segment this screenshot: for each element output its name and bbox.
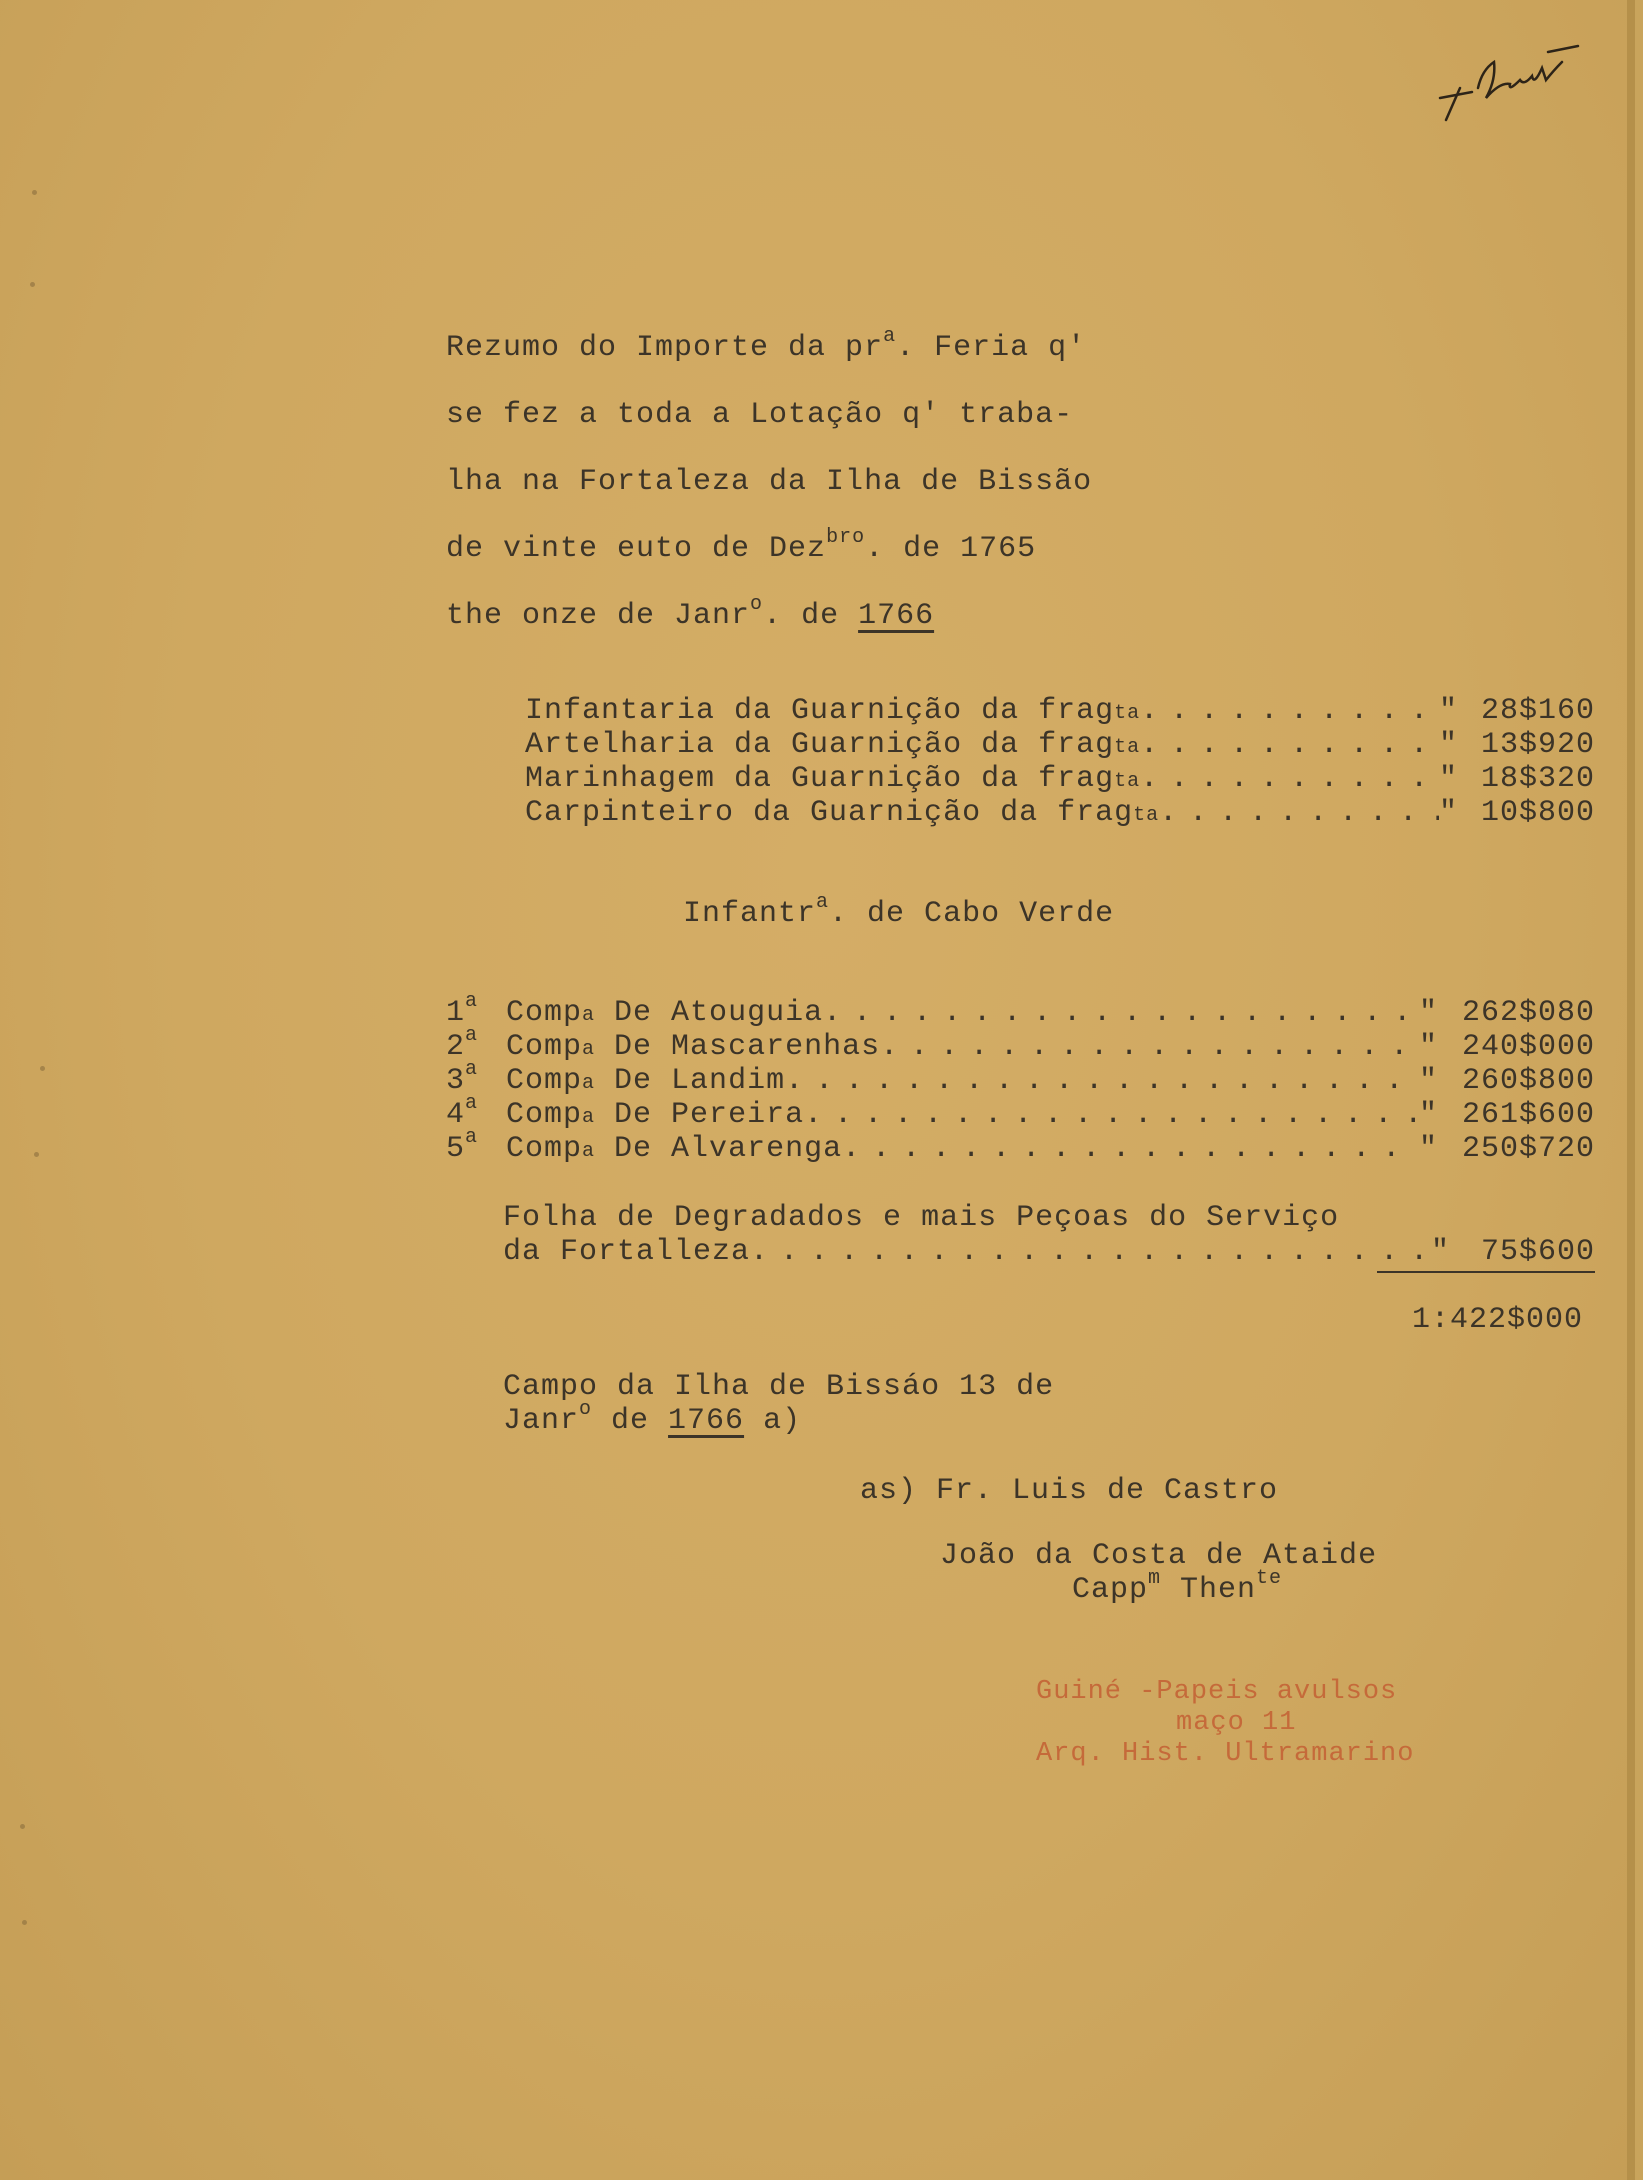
amount: 250$720 (1461, 1132, 1595, 1166)
list-item: 2$^a$ Comp a De Mascarenhas . . . " 240$000 (446, 1030, 1595, 1064)
list-item: 4$^a$ Comp a De Pereira . . . " 261$600 (446, 1098, 1595, 1132)
archive-stamp (1036, 1677, 1414, 1770)
amount: 240$000 (1461, 1030, 1595, 1064)
date-line: Janr$^o$ de 1766 a) (503, 1398, 802, 1438)
heading-line-5: the onze de Janr$^o$. de 1766 (446, 593, 935, 633)
grand-total: 1:422$000 (1411, 1303, 1583, 1337)
amount: 13$920 (1480, 728, 1595, 762)
leader-dots (1140, 694, 1439, 728)
stamp-line-3: Arq. Hist. Ultramarino (1036, 1739, 1415, 1769)
list-item: 3$^a$ Comp a De Landim . . . " 260$800 (446, 1064, 1595, 1098)
companies-list (446, 990, 1595, 1166)
list-item: 1$^a$ Comp a De Atouguia . . . " 262$080 (446, 996, 1595, 1030)
folha-entry (503, 1201, 1595, 1269)
leader-dots (1140, 762, 1439, 796)
heading-line-2: se fez a toda a Lotação q' traba- (446, 398, 1074, 432)
signer-2-title: Capp$^m$ Then$^{te}$ (1072, 1567, 1283, 1607)
folha-line-1: Folha de Degradados e mais Peçoas do Serviço (503, 1201, 1340, 1235)
handwritten-signature (1438, 40, 1588, 135)
list-item: Infantaria da Guarnição da frag ta . . . " 28$160 (525, 694, 1595, 728)
page-edge (1627, 0, 1635, 2180)
heading-line-1: Rezumo do Importe da $pr^a$. Feria q' (446, 325, 1087, 365)
leader-dots (785, 1064, 1419, 1098)
punch-hole (40, 1066, 45, 1071)
amount: 260$800 (1461, 1064, 1595, 1098)
amount: 75$600 (1480, 1235, 1595, 1269)
leader-dots (823, 996, 1419, 1030)
folha-line-2: da Fortalleza . . . " 75$600 (503, 1235, 1595, 1269)
leader-dots (1140, 728, 1439, 762)
stamp-line-2: maço 11 (1176, 1708, 1297, 1738)
frigate-garrison-list (525, 694, 1595, 830)
punch-hole (20, 1824, 25, 1829)
amount: 262$080 (1461, 996, 1595, 1030)
leader-dots (1159, 796, 1439, 830)
place-line: Campo da Ilha de Bissáo 13 de (503, 1370, 1055, 1404)
list-item: Carpinteiro da Guarnição da frag ta . . . " 10$800 (525, 796, 1595, 830)
leader-dots (750, 1235, 1431, 1269)
punch-hole (34, 1152, 39, 1157)
place-date-block (503, 1370, 1054, 1438)
amount: 261$600 (1461, 1098, 1595, 1132)
heading-line-3: lha na Fortaleza da Ilha de Bissão (446, 465, 1093, 499)
leader-dots (880, 1030, 1419, 1064)
punch-hole (22, 1920, 27, 1925)
list-item: Marinhagem da Guarnição da frag ta . . . " 18$320 (525, 762, 1595, 796)
amount: 10$800 (1480, 796, 1595, 830)
sum-rule (1377, 1271, 1595, 1273)
stamp-line-1: Guiné -Papeis avulsos (1036, 1677, 1398, 1707)
section-heading: Infantr$^a$. de Cabo Verde (683, 891, 1115, 931)
punch-hole (30, 282, 35, 287)
amount: 28$160 (1480, 694, 1595, 728)
heading-block (446, 315, 1092, 650)
list-item: 5$^a$ Comp a De Alvarenga . . . " 250$720 (446, 1132, 1595, 1166)
list-item: Artelharia da Guarnição da frag ta . . . " 13$920 (525, 728, 1595, 762)
leader-dots (842, 1132, 1419, 1166)
heading-line-4: de vinte euto de Dez$^{bro}$. de 1765 (446, 526, 1037, 566)
punch-hole (32, 190, 37, 195)
leader-dots (804, 1098, 1419, 1132)
signer-2: João da Costa de Ataide (940, 1539, 1378, 1573)
signer-1: as) Fr. Luis de Castro (860, 1474, 1279, 1508)
amount: 18$320 (1480, 762, 1595, 796)
